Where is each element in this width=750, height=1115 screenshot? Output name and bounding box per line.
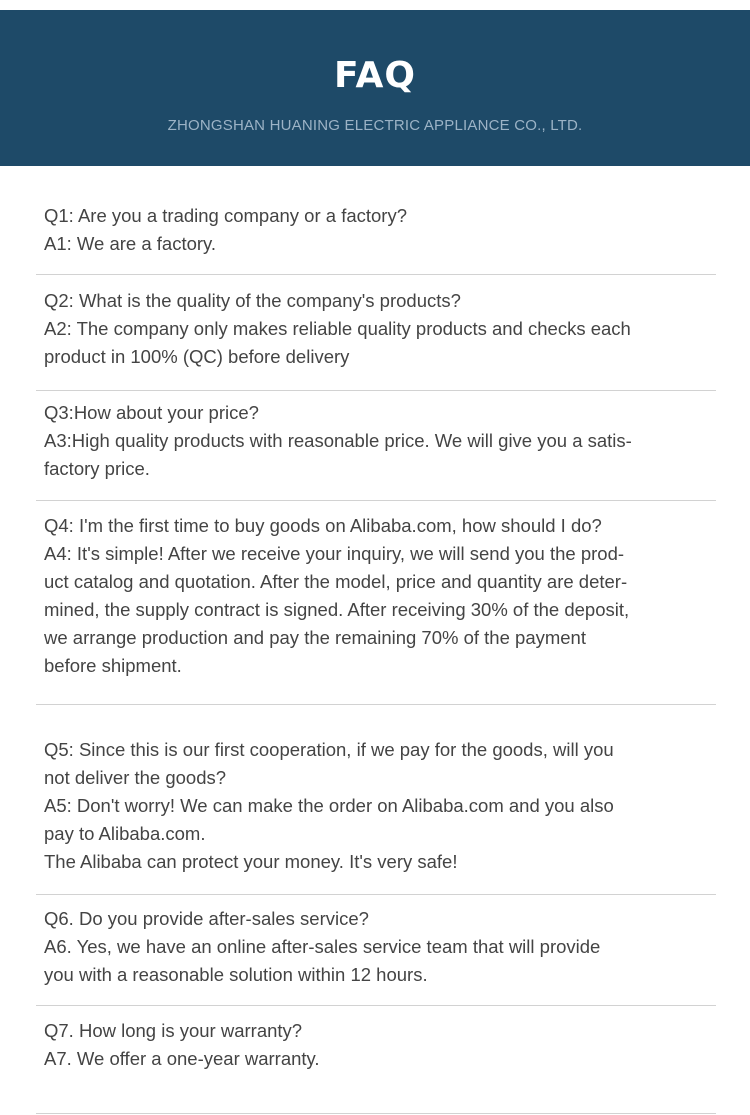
question-6: Q6. Do you provide after-sales service?	[44, 908, 369, 929]
answer-5-line-2: pay to Alibaba.com.	[44, 823, 206, 844]
answer-4-line-4: we arrange production and pay the remaining 70% of the payment	[44, 627, 586, 648]
divider	[36, 1005, 716, 1006]
faq-item-4	[44, 512, 724, 680]
answer-2-line-2: product in 100% (QC) before delivery	[44, 346, 350, 367]
divider	[36, 390, 716, 391]
question-1: Q1: Are you a trading company or a factory?	[44, 205, 407, 226]
faq-item-5	[44, 736, 724, 876]
faq-item-6	[44, 905, 724, 989]
answer-2-line-1: A2: The company only makes reliable quality products and checks each	[44, 318, 631, 339]
answer-1: A1: We are a factory.	[44, 233, 217, 254]
faq-item-2	[44, 287, 724, 371]
answer-6-line-2: you with a reasonable solution within 12 hours.	[44, 964, 428, 985]
page-title: FAQ	[334, 55, 416, 96]
faq-item-1	[44, 202, 724, 258]
header-banner	[0, 10, 750, 166]
divider	[36, 1113, 716, 1114]
answer-3-line-2: factory price.	[44, 458, 150, 479]
answer-4-line-3: mined, the supply contract is signed. After receiving 30% of the deposit,	[44, 599, 630, 620]
divider	[36, 500, 716, 501]
question-5-line-1: Q5: Since this is our first cooperation, if we pay for the goods, will you	[44, 739, 614, 760]
answer-4-line-2: uct catalog and quotation. After the model, price and quantity are deter-	[44, 571, 628, 592]
answer-6-line-1: A6. Yes, we have an online after-sales service team that will provide	[44, 936, 601, 957]
faq-item-3	[44, 399, 724, 483]
answer-7: A7. We offer a one-year warranty.	[44, 1048, 320, 1069]
question-7: Q7. How long is your warranty?	[44, 1020, 303, 1041]
answer-3-line-1: A3:High quality products with reasonable price. We will give you a satis-	[44, 430, 632, 451]
divider	[36, 704, 716, 705]
answer-5-line-3: The Alibaba can protect your money. It's very safe!	[44, 851, 458, 872]
divider	[36, 894, 716, 895]
faq-item-7	[44, 1017, 724, 1073]
divider	[36, 274, 716, 275]
question-2: Q2: What is the quality of the company's products?	[44, 290, 461, 311]
top-strip	[0, 0, 750, 10]
answer-4-line-1: A4: It's simple! After we receive your inquiry, we will send you the prod-	[44, 543, 625, 564]
company-name: ZHONGSHAN HUANING ELECTRIC APPLIANCE CO., LTD.	[167, 117, 583, 134]
answer-4-line-5: before shipment.	[44, 655, 182, 676]
question-4: Q4: I'm the first time to buy goods on Alibaba.com, how should I do?	[44, 515, 602, 536]
question-3: Q3:How about your price?	[44, 402, 259, 423]
answer-5-line-1: A5: Don't worry! We can make the order on Alibaba.com and you also	[44, 795, 614, 816]
question-5-line-2: not deliver the goods?	[44, 767, 227, 788]
